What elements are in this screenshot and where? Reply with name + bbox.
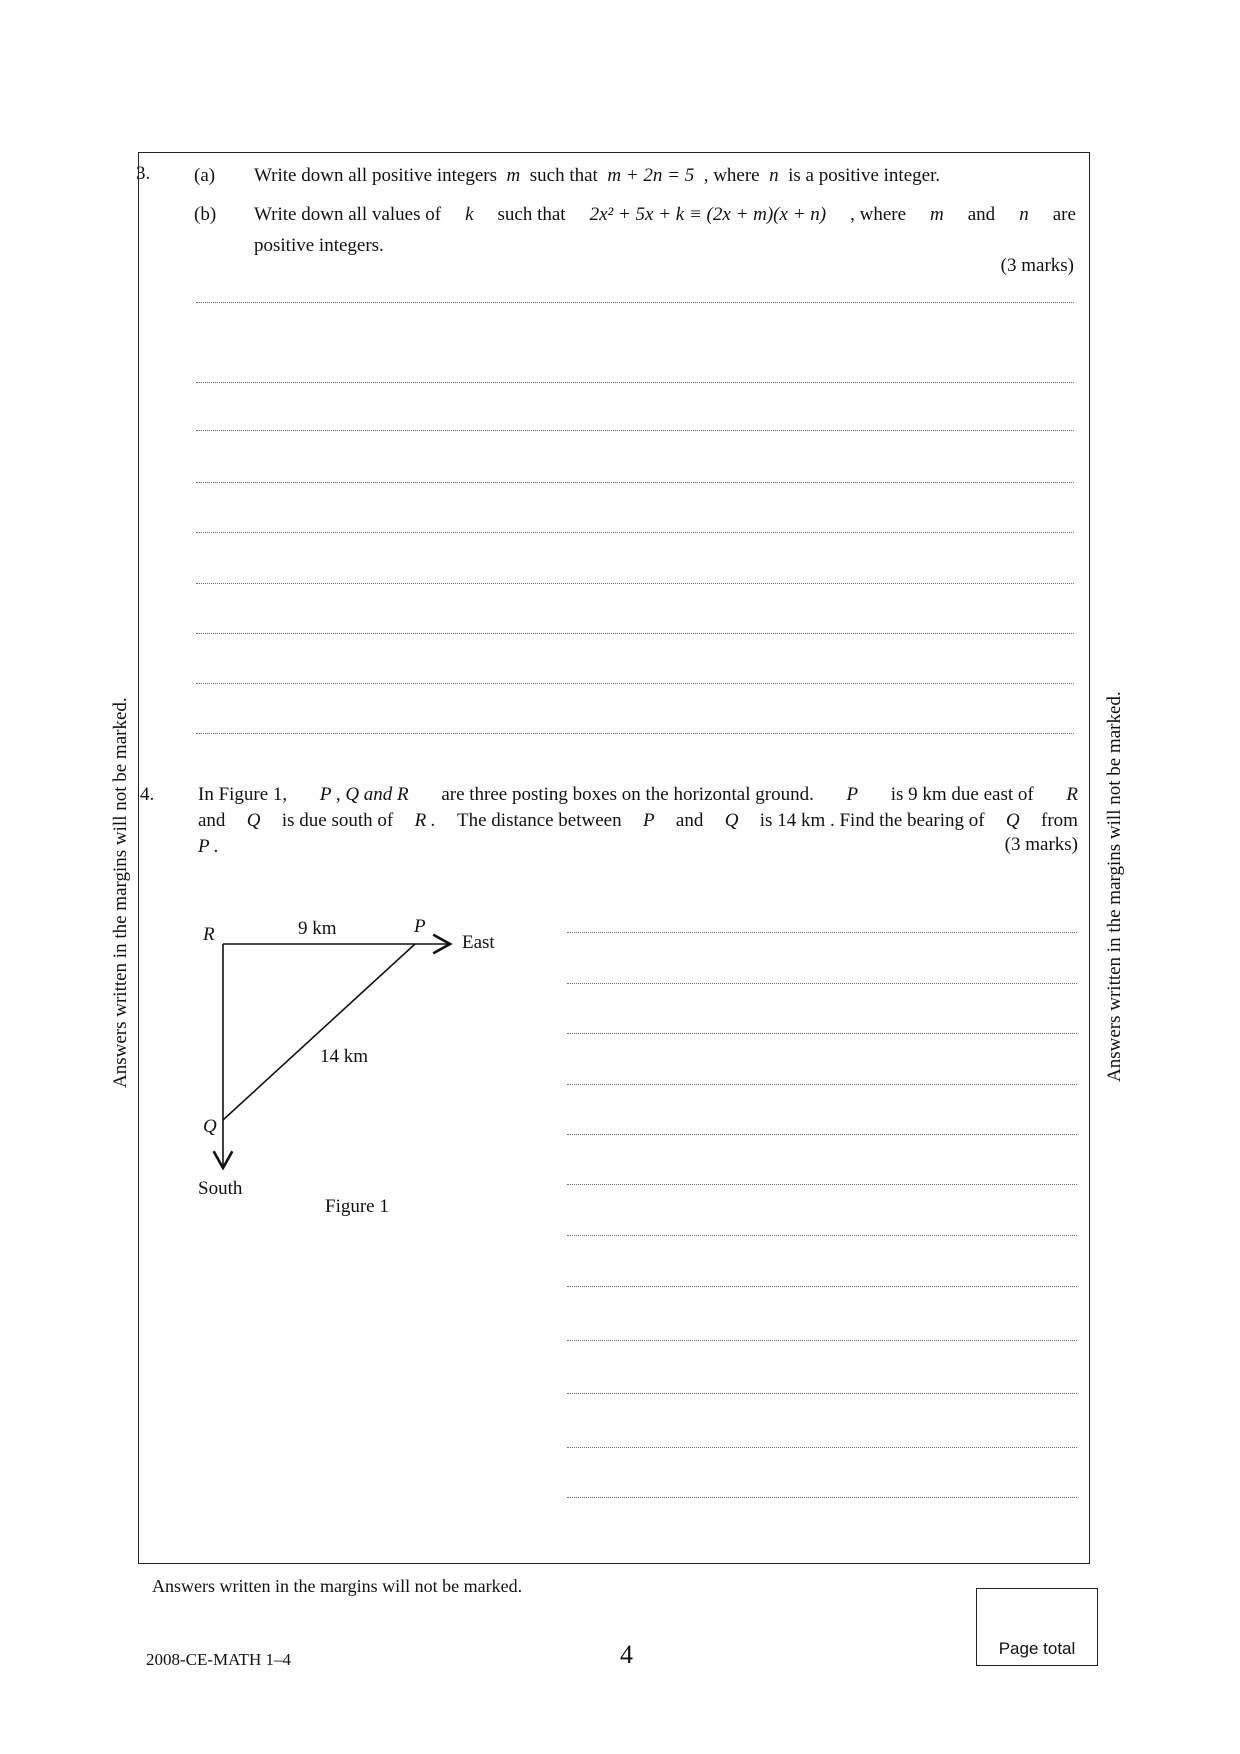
right-margin-notice: Answers written in the margins will not be marked.: [1104, 691, 1125, 1082]
q3-answer-line[interactable]: [196, 733, 1074, 734]
q3b-text: Write down all values of k such that 2x² + 5x + k ≡ (2x + m)(x + n) , where m and n are: [254, 204, 1076, 225]
q4-answer-line[interactable]: [567, 1033, 1077, 1034]
q4-text-line2: and Q is due south of R . The distance between P and Q is 14 km . Find the bearing of Q from: [198, 810, 1078, 831]
q3-answer-line[interactable]: [196, 430, 1074, 431]
q4-marks: (3 marks): [1004, 834, 1078, 855]
q3-answer-line[interactable]: [196, 683, 1074, 684]
q3a-label: (a): [194, 165, 216, 186]
figure-label-r: R: [203, 924, 215, 945]
figure-caption: Figure 1: [325, 1196, 389, 1217]
q4-answer-line[interactable]: [567, 1286, 1077, 1287]
figure-label-pq-distance: 14 km: [320, 1046, 369, 1067]
q3-answer-line[interactable]: [196, 382, 1074, 383]
q4-answer-line[interactable]: [567, 1084, 1077, 1085]
q4-answer-line[interactable]: [567, 1235, 1077, 1236]
q4-answer-line[interactable]: [567, 1340, 1077, 1341]
q3-answer-line[interactable]: [196, 633, 1074, 634]
q4-answer-line[interactable]: [567, 1447, 1077, 1448]
figure-label-rp-distance: 9 km: [298, 918, 337, 939]
q3-answer-line[interactable]: [196, 482, 1074, 483]
q3b-label: (b): [194, 204, 217, 225]
figure-label-q: Q: [203, 1116, 217, 1137]
q4-text-line3: P .: [198, 836, 219, 857]
q3-marks: (3 marks): [1000, 255, 1074, 276]
exam-code: 2008-CE-MATH 1–4: [146, 1650, 291, 1669]
figure-label-south: South: [198, 1178, 243, 1199]
pq-segment: [223, 944, 415, 1120]
left-margin-notice: Answers written in the margins will not be marked.: [110, 697, 131, 1088]
figure-label-p: P: [414, 916, 426, 937]
q3-answer-line[interactable]: [196, 583, 1074, 584]
q4-number: 4.: [140, 784, 155, 805]
q3-number: 3.: [136, 163, 151, 184]
q4-answer-line[interactable]: [567, 1134, 1077, 1135]
page-number: 4: [620, 1640, 633, 1669]
q4-answer-line[interactable]: [567, 1393, 1077, 1394]
answer-frame: [138, 152, 1090, 1564]
page-total-box[interactable]: [976, 1588, 1098, 1666]
figure-label-east: East: [462, 932, 495, 953]
bottom-margin-notice: Answers written in the margins will not be marked.: [152, 1576, 523, 1596]
q3b-text-line2: positive integers.: [254, 235, 384, 256]
q3a-text: Write down all positive integers m such that m + 2n = 5 , where n is a positive integer.: [254, 165, 941, 186]
q4-answer-line[interactable]: [567, 1184, 1077, 1185]
q3-answer-line[interactable]: [196, 532, 1074, 533]
q4-text-line1: In Figure 1, P , Q and R are three posting boxes on the horizontal ground. P is 9 km due east of R: [198, 784, 1078, 805]
q4-answer-line[interactable]: [567, 983, 1077, 984]
q4-answer-line[interactable]: [567, 932, 1077, 933]
q4-answer-line[interactable]: [567, 1497, 1077, 1498]
q3-answer-line[interactable]: [196, 302, 1074, 303]
page-total-label: Page total: [998, 1639, 1076, 1658]
